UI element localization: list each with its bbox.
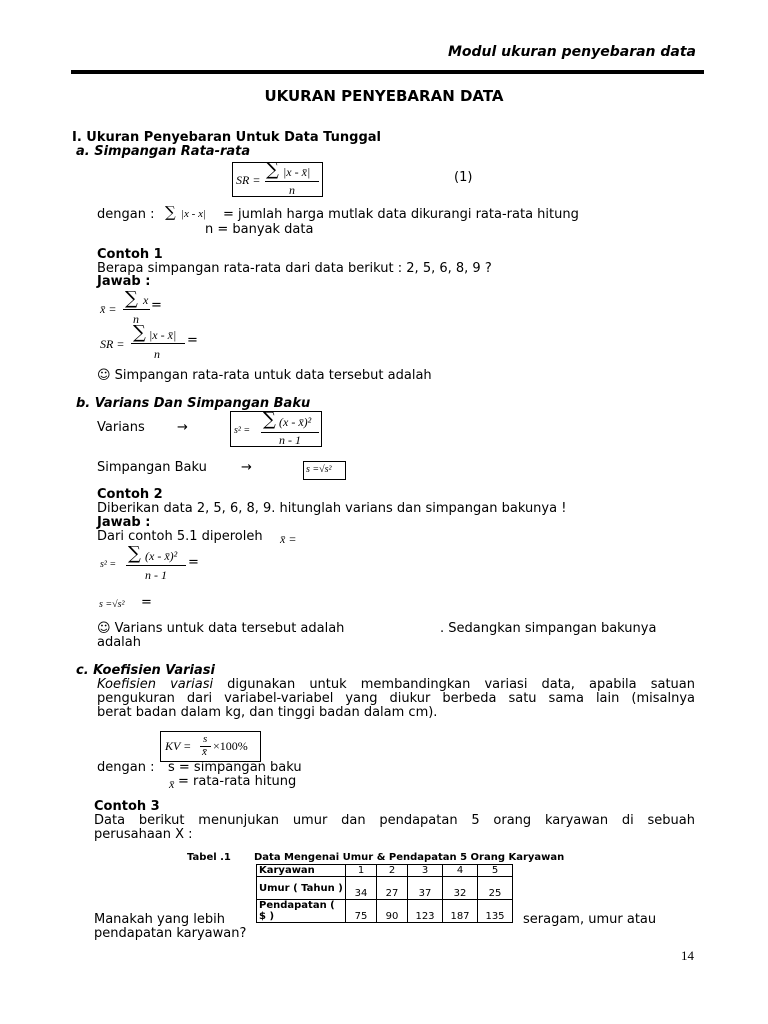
table-cell: 123 bbox=[408, 900, 443, 923]
equals-sign: = bbox=[151, 298, 162, 313]
n-definition: n = banyak data bbox=[205, 222, 314, 237]
fraction-bar bbox=[123, 309, 150, 310]
table-header-row bbox=[257, 865, 513, 877]
example-3-question-end: seragam, umur atau bbox=[523, 912, 657, 927]
table-header-cell: 4 bbox=[443, 865, 478, 877]
running-header: Modul ukuran penyebaran data bbox=[447, 44, 696, 60]
example-3-question-cont: pendapatan karyawan? bbox=[94, 926, 247, 941]
example-3-question-start: Manakah yang lebih bbox=[94, 912, 226, 927]
subsection-a-heading: a. Simpangan Rata-rata bbox=[76, 144, 251, 159]
fraction-bar bbox=[126, 565, 186, 566]
equals-sign: = bbox=[141, 595, 152, 610]
table-row-label: Pendapatan ( $ ) bbox=[257, 900, 346, 923]
varians-label: Varians bbox=[97, 420, 145, 435]
cv-term: Koefisien variasi bbox=[97, 677, 214, 692]
mean-symbol: x̄ bbox=[169, 777, 175, 791]
example-3-line1: Data berikut menunjukan umur dan pendapatan 5 orang karyawan di sebuah bbox=[94, 813, 695, 828]
table-header-cell: 2 bbox=[377, 865, 408, 877]
table-header-cell: 3 bbox=[408, 865, 443, 877]
std-dev-label: Simpangan Baku bbox=[97, 460, 207, 475]
cv-description-line3: berat badan dalam kg, dan tinggi badan dalam cm). bbox=[97, 705, 438, 720]
example-1-conclusion: ☺ Simpangan rata-rata untuk data tersebut adalah bbox=[97, 368, 432, 383]
mean-formula-lhs: x̄ = bbox=[100, 302, 117, 316]
arrow-icon: → bbox=[241, 460, 252, 475]
squared-deviation: (x - x̄)² bbox=[145, 549, 178, 563]
example-3-line2: perusahaan X : bbox=[94, 827, 193, 842]
table-label: Tabel .1 bbox=[187, 852, 231, 863]
equation-number: (1) bbox=[454, 170, 473, 185]
denominator-n: n bbox=[133, 312, 139, 326]
table-row bbox=[257, 900, 513, 923]
formula-sr-box bbox=[232, 159, 323, 197]
section-heading: I. Ukuran Penyebaran Untuk Data Tunggal bbox=[72, 130, 381, 145]
fraction-bar bbox=[265, 181, 319, 182]
table-cell: 25 bbox=[478, 877, 513, 900]
formula-variance-box bbox=[230, 411, 322, 447]
denominator-n-minus-1: n - 1 bbox=[279, 433, 301, 447]
formula-variance-lhs: s² = bbox=[234, 425, 251, 436]
squared-deviation: (x - x̄)² bbox=[279, 415, 312, 429]
formula-std-box bbox=[303, 461, 346, 480]
cv-description-line2: pengukuran dari variabel-variabel yang diukur berbeda satu sama lain (misalnya bbox=[97, 691, 695, 706]
answer-label: Jawab : bbox=[97, 515, 151, 530]
denominator-n-minus-1: n - 1 bbox=[145, 568, 167, 582]
sigma-symbol: ∑ bbox=[125, 288, 138, 309]
abs-deviation: |x - x̄| bbox=[283, 165, 311, 179]
sigma-symbol: ∑ bbox=[165, 203, 176, 221]
dengan-definition: = jumlah harga mutlak data dikurangi rata-rata hitung bbox=[223, 207, 579, 222]
formula-std-content: s =√s² bbox=[99, 599, 125, 610]
dengan-label: dengan : bbox=[97, 207, 155, 222]
table-cell: 187 bbox=[443, 900, 478, 923]
employee-table bbox=[256, 864, 513, 923]
cv-description-rest: digunakan untuk membandingkan variasi data, apabila satuan bbox=[213, 677, 695, 692]
table-header-cell: Karyawan bbox=[257, 865, 346, 877]
table-row-label: Umur ( Tahun ) bbox=[257, 877, 346, 900]
header-rule bbox=[71, 70, 704, 74]
table-cell: 27 bbox=[377, 877, 408, 900]
denominator-n: n bbox=[289, 183, 295, 197]
table-title: Data Mengenai Umur & Pendapatan 5 Orang Karyawan bbox=[254, 852, 565, 863]
document-title: UKURAN PENYEBARAN DATA bbox=[264, 87, 504, 105]
sum-variable: x bbox=[143, 293, 149, 307]
page-number: 14 bbox=[681, 948, 694, 963]
example-2-conclusion-end: adalah bbox=[97, 635, 142, 650]
table-cell: 90 bbox=[377, 900, 408, 923]
formula-std-content: s =√s² bbox=[306, 464, 332, 475]
from-example-text: Dari contoh 5.1 diperoleh bbox=[97, 529, 263, 544]
sigma-symbol: ∑ bbox=[263, 409, 276, 430]
table-cell: 135 bbox=[478, 900, 513, 923]
denominator-n: n bbox=[154, 347, 160, 361]
abs-deviation: |x - x| bbox=[181, 208, 206, 220]
formula-sr-lhs: SR = bbox=[100, 337, 125, 351]
subsection-b-heading: b. Varians Dan Simpangan Baku bbox=[76, 396, 311, 411]
dengan-label: dengan : bbox=[97, 760, 155, 775]
example-2-title: Contoh 2 bbox=[97, 487, 163, 502]
table-header-cell: 1 bbox=[346, 865, 377, 877]
sigma-symbol: ∑ bbox=[133, 322, 146, 343]
table-cell: 34 bbox=[346, 877, 377, 900]
arrow-icon: → bbox=[177, 420, 188, 435]
cv-times-100: ×100% bbox=[213, 739, 248, 753]
example-2-question: Diberikan data 2, 5, 6, 8, 9. hitunglah varians dan simpangan bakunya ! bbox=[97, 501, 567, 516]
formula-sr-lhs: SR = bbox=[236, 173, 261, 187]
formula-cv-box bbox=[160, 731, 261, 762]
example-2-conclusion: ☺ Varians untuk data tersebut adalah bbox=[97, 621, 345, 636]
example-1-question: Berapa simpangan rata-rata dari data berikut : 2, 5, 6, 8, 9 ? bbox=[97, 261, 492, 276]
table-cell: 75 bbox=[346, 900, 377, 923]
mean-symbol: x̄ = bbox=[280, 532, 297, 546]
s-definition: s = simpangan baku bbox=[168, 760, 302, 775]
fraction-bar bbox=[131, 343, 185, 344]
mean-definition: = rata-rata hitung bbox=[178, 774, 297, 789]
sigma-symbol: ∑ bbox=[266, 159, 279, 180]
cv-numerator: s bbox=[203, 733, 208, 745]
example-2-conclusion-cont: . Sedangkan simpangan bakunya bbox=[440, 621, 657, 636]
equals-sign: = bbox=[188, 555, 199, 570]
table-cell: 32 bbox=[443, 877, 478, 900]
formula-cv-lhs: KV = bbox=[165, 739, 192, 753]
table-header-cell: 5 bbox=[478, 865, 513, 877]
subsection-c-heading: c. Koefisien Variasi bbox=[76, 663, 215, 678]
cv-denominator: x̄ bbox=[202, 746, 207, 758]
answer-label: Jawab : bbox=[97, 274, 151, 289]
equals-sign: = bbox=[187, 333, 198, 348]
abs-deviation: |x - x̄| bbox=[149, 328, 177, 342]
example-3-title: Contoh 3 bbox=[94, 799, 160, 814]
formula-variance-lhs: s² = bbox=[100, 559, 117, 570]
example-1-title: Contoh 1 bbox=[97, 247, 163, 262]
table-row bbox=[257, 877, 513, 900]
table-cell: 37 bbox=[408, 877, 443, 900]
sigma-symbol: ∑ bbox=[128, 543, 141, 564]
